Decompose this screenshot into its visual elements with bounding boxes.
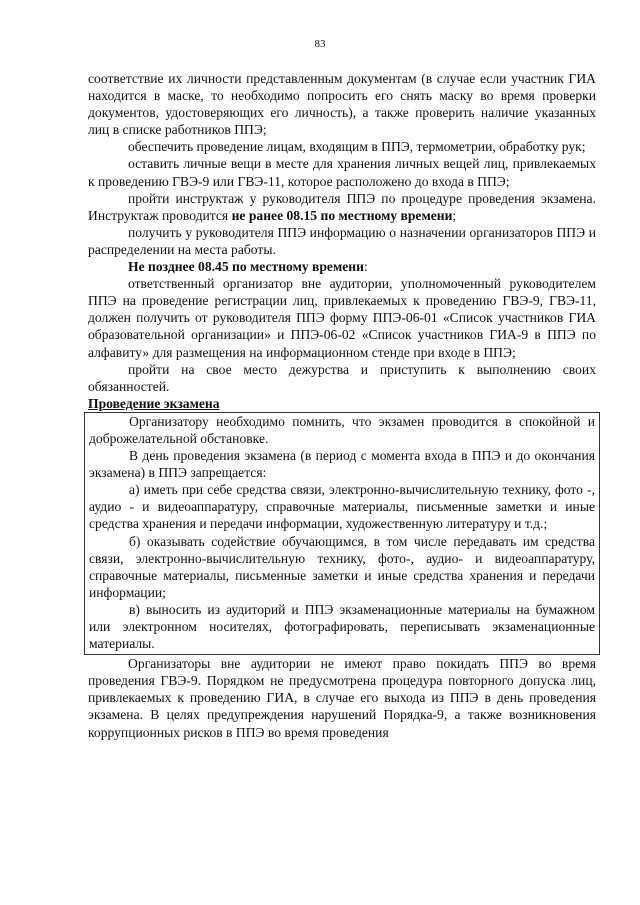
prohibition-item: б) оказывать содействие обучающимся, в том числе передавать им средства связи, электронно-вычислительную технику, фото-, аудио- и видеоаппаратуру, справочные материалы, письменные заметки и иные средства хранения и передачи информации; [89,533,595,600]
document-body [88,70,596,741]
paragraph: пройти на свое место дежурства и приступить к выполнению своих обязанностей. [88,361,596,394]
paragraph-text: пройти инструктаж у руководителя ППЭ по процедуре проведения экзамена. Инструктаж проводится [88,190,596,223]
prohibition-item: а) иметь при себе средства связи, электронно-вычислительную технику, фото -, аудио - и видеоаппаратуру, справочные материалы, письменные заметки и иные средства хранения и передачи информации, художественную литературу и т.д.; [89,482,595,532]
paragraph: ответственный организатор вне аудитории, уполномоченный руководителем ППЭ на проведение регистрации лиц, привлекаемых к проведению ГВЭ-9, ГВЭ-11, должен получить от руководителя ППЭ форму ППЭ-06-01 «Список участников ГИА образовательной организации» и ППЭ-06-02 «Список участников ГИА-9 в ППЭ по алфавиту» для размещения на информационном стенде при входе в ППЭ; [88,276,596,360]
paragraph [88,258,596,275]
paragraph-punct: : [363,259,368,275]
paragraph: обеспечить проведение лицам, входящим в ППЭ, термометрии, обработку рук; [128,139,586,155]
box-paragraph: Организатору необходимо помнить, что экзамен проводится в спокойной и доброжелательной обстановке. [89,413,595,446]
paragraph: оставить личные вещи в месте для хранения личных вещей лиц, привлекаемых к проведению ГВЭ-9 или ГВЭ-11, которое расположено до входа в ППЭ; [88,156,596,189]
paragraph: Организаторы вне аудитории не имеют право покидать ППЭ во время проведения ГВЭ-9. Порядком не предусмотрена процедура повторного допуска лиц, привлекаемых к проведению ГИА, в случае его выхода из ППЭ в день проведения экзамена. В целях предупреждения нарушений Порядка-9, а также возникновения коррупционных рисков в ППЭ во время проведения [88,656,596,740]
paragraph: получить у руководителя ППЭ информацию о назначении организаторов ППЭ и распределении на места работы. [88,224,596,257]
section-heading: Проведение экзамена [88,395,220,411]
prohibition-item: в) выносить из аудиторий и ППЭ экзаменационные материалы на бумажном или электронном носителях, фотографировать, переписывать экзаменационные материалы. [89,601,595,652]
time-emphasis: не ранее 08.15 по местному времени [231,207,453,223]
paragraph [88,190,596,224]
paragraph-punct: ; [452,207,457,223]
paragraph: соответствие их личности представленным документам (в случае если участник ГИА находится в маске, то необходимо попросить его снять маску во время проверки документов, удостоверяющих его личность), а также проверить наличие указанных лиц в списке работников ППЭ; [88,71,596,138]
notice-box [84,412,600,655]
time-emphasis: Не позднее 08.45 по местному времени [128,259,364,275]
box-paragraph: В день проведения экзамена (в период с момента входа в ППЭ и до окончания экзамена) в ППЭ запрещается: [89,448,595,481]
page-number: 83 [314,38,326,50]
